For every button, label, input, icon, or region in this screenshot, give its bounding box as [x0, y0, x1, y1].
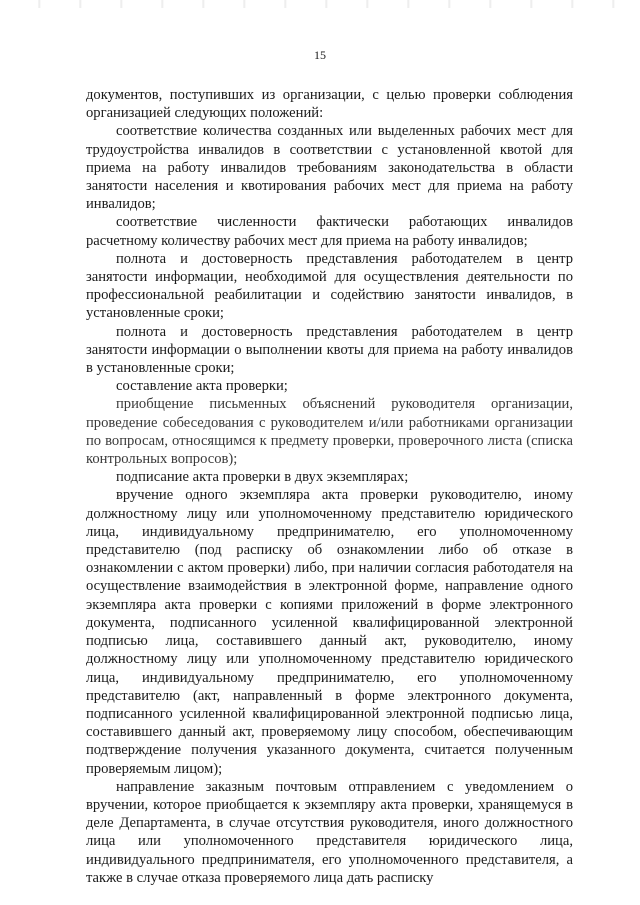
scan-top-edge: [0, 0, 640, 8]
paragraph-7: приобщение письменных объяснений руководителя организации, проведение собеседования с руководителем и/или работниками организации по вопросам, относящимся к предмету проверки, проверочного листа (списка контрольных вопросов);: [86, 396, 573, 468]
paragraph-9: вручение одного экземпляра акта проверки руководителю, иному должностному лицу или уполномоченному представителю юридического лица, индивидуальному предпринимателю, его уполномоченному представителю (под расписку об ознакомлении либо об отказе в ознакомлении с актом проверки) либо, при наличии согласия работодателя на осуществление взаимодействия в электронной форме, направление одного экземпляра акта проверки с копиями приложений в форме электронного документа, подписанного усиленной квалифицированной электронной подписью лица, составившего данный акт, руководителю, иному должностному лицу или уполномоченному представителю юридического лица, индивидуальному предпринимателю, его уполномоченному представителю (акт, направленный в форме электронного документа, подписанного усиленной квалифицированной электронной подписью лица, составившего данный акт, проверяемому лицу способом, обеспечивающим подтверждение получения указанного документа, считается полученным проверяемым лицом);: [86, 487, 573, 777]
paragraph-1: документов, поступивших из организации, с целью проверки соблюдения организацией следующих положений:: [86, 87, 573, 122]
paragraph-8: подписание акта проверки в двух экземплярах;: [116, 469, 409, 486]
paragraph-3: соответствие численности фактически работающих инвалидов расчетному количеству рабочих мест для приема на работу инвалидов;: [86, 214, 573, 249]
paragraph-6: составление акта проверки;: [116, 378, 288, 395]
paragraph-10: направление заказным почтовым отправлением с уведомлением о вручении, которое приобщается к экземпляру акта проверки, хранящемуся в деле Департамента, в случае отсутствия руководителя, иного должностного лица или уполномоченного представителя юридического лица, индивидуального предпринимателя, его уполномоченного представителя, а также в случае отказа проверяемого лица дать расписку: [86, 778, 573, 886]
paragraph-2: соответствие количества созданных или выделенных рабочих мест для трудоустройства инвалидов в соответствии с установленной квотой для приема на работу инвалидов требованиям законодательства в области занятости населения и квотирования рабочих мест для приема на работу инвалидов;: [86, 123, 573, 213]
page-number: 15: [314, 48, 326, 62]
paragraph-4: полнота и достоверность представления работодателем в центр занятости информации, необходимой для осуществления деятельности по профессиональной реабилитации и содействию занятости инвалидов, в установленные сроки;: [86, 250, 573, 322]
paragraph-5: полнота и достоверность представления работодателем в центр занятости информации о выполнении квоты для приема на работу инвалидов в установленные сроки;: [86, 323, 573, 377]
document-body: [86, 86, 573, 887]
